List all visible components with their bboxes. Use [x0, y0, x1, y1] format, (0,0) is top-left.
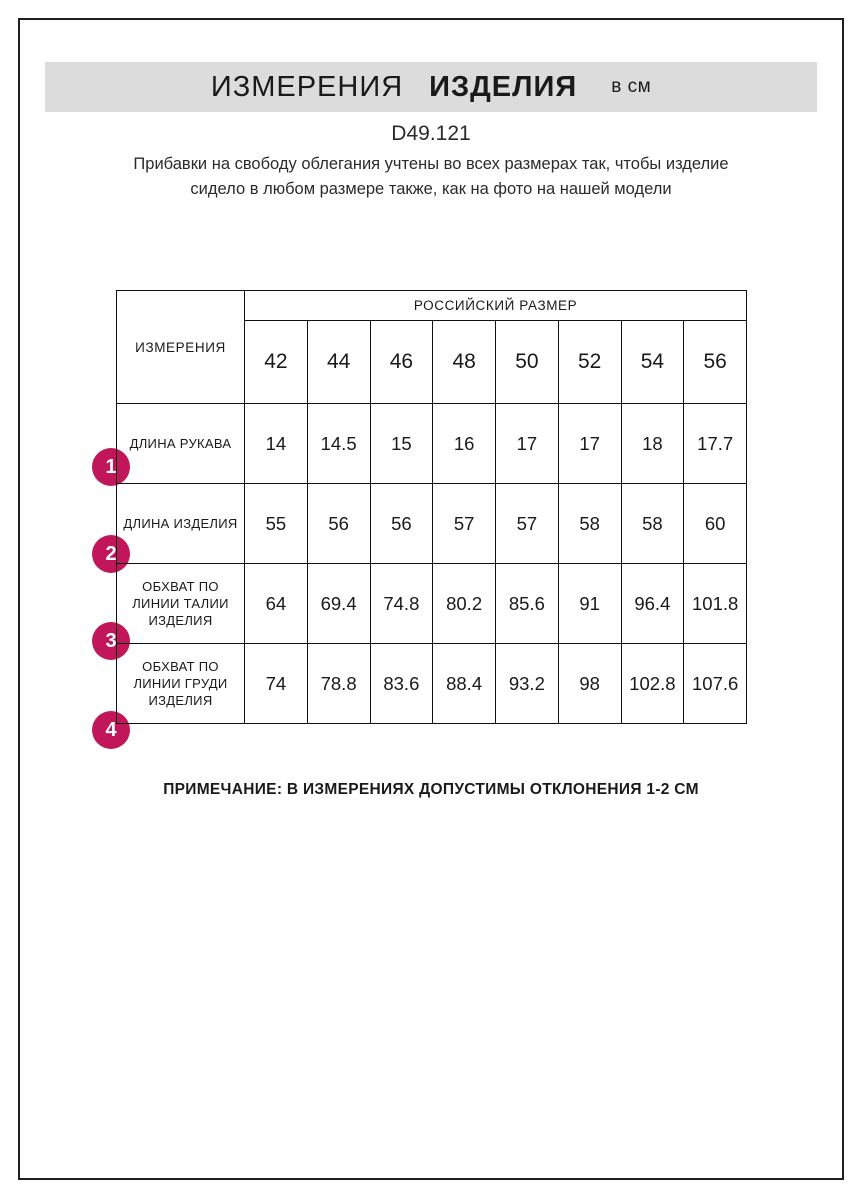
size-header-54: 54 — [621, 321, 684, 404]
cell-r2-c46: 56 — [370, 484, 433, 564]
row-label-sleeve-length: ДЛИНА РУКАВА — [117, 404, 245, 484]
cell-r1-c46: 15 — [370, 404, 433, 484]
cell-r1-c44: 14.5 — [307, 404, 370, 484]
cell-r1-c56: 17.7 — [684, 404, 747, 484]
intro-note: Прибавки на свободу облегания учтены во всех размерах так, чтобы изделие сидело в любом размере также, как на фото на нашей модели — [133, 155, 729, 198]
cell-r2-c48: 57 — [433, 484, 496, 564]
size-chart-document — [18, 18, 844, 1180]
footer-note: ПРИМЕЧАНИЕ: В ИЗМЕРЕНИЯХ ДОПУСТИМЫ ОТКЛОНЕНИЯ 1-2 СМ — [163, 781, 699, 798]
size-header-46: 46 — [370, 321, 433, 404]
cell-r3-c48: 80.2 — [433, 564, 496, 644]
row-bullet-4: 4 — [92, 711, 130, 749]
cell-r3-c46: 74.8 — [370, 564, 433, 644]
cell-r2-c44: 56 — [307, 484, 370, 564]
cell-r4-c46: 83.6 — [370, 644, 433, 724]
row-label-product-length: ДЛИНА ИЗДЕЛИЯ — [117, 484, 245, 564]
document-header-band — [45, 62, 817, 112]
cell-r3-c42: 64 — [245, 564, 308, 644]
size-header-48: 48 — [433, 321, 496, 404]
cell-r1-c48: 16 — [433, 404, 496, 484]
cell-r4-c44: 78.8 — [307, 644, 370, 724]
header-title-measurements: ИЗМЕРЕНИЯ — [210, 70, 404, 103]
cell-r3-c54: 96.4 — [621, 564, 684, 644]
cell-r3-c52: 91 — [558, 564, 621, 644]
size-header-52: 52 — [558, 321, 621, 404]
cell-r3-c56: 101.8 — [684, 564, 747, 644]
cell-r3-c50: 85.6 — [496, 564, 559, 644]
table-row — [117, 404, 747, 484]
header-unit-label: в см — [611, 76, 652, 97]
cell-r4-c52: 98 — [558, 644, 621, 724]
table-row — [117, 564, 747, 644]
header-title-product: ИЗДЕЛИЯ — [429, 70, 578, 103]
article-code: D49.121 — [391, 122, 471, 145]
cell-r4-c54: 102.8 — [621, 644, 684, 724]
row-label-waist-circumference: ОБХВАТ ПО ЛИНИИ ТАЛИИ ИЗДЕЛИЯ — [117, 564, 245, 644]
table-header-group-row — [117, 291, 747, 321]
cell-r1-c42: 14 — [245, 404, 308, 484]
cell-r1-c54: 18 — [621, 404, 684, 484]
cell-r4-c42: 74 — [245, 644, 308, 724]
size-header-42: 42 — [245, 321, 308, 404]
row-label-chest-circumference: ОБХВАТ ПО ЛИНИИ ГРУДИ ИЗДЕЛИЯ — [117, 644, 245, 724]
cell-r2-c42: 55 — [245, 484, 308, 564]
size-header-56: 56 — [684, 321, 747, 404]
cell-r2-c50: 57 — [496, 484, 559, 564]
cell-r4-c48: 88.4 — [433, 644, 496, 724]
cell-r4-c56: 107.6 — [684, 644, 747, 724]
measurements-table — [116, 290, 747, 724]
size-header-44: 44 — [307, 321, 370, 404]
table-row — [117, 484, 747, 564]
cell-r2-c52: 58 — [558, 484, 621, 564]
measurements-table-wrapper — [116, 290, 746, 724]
measurements-column-header: ИЗМЕРЕНИЯ — [117, 291, 245, 404]
size-header-50: 50 — [496, 321, 559, 404]
table-row — [117, 644, 747, 724]
cell-r1-c50: 17 — [496, 404, 559, 484]
russian-size-group-header: РОССИЙСКИЙ РАЗМЕР — [245, 291, 747, 321]
cell-r1-c52: 17 — [558, 404, 621, 484]
row-bullet-3: 3 — [92, 622, 130, 660]
cell-r2-c56: 60 — [684, 484, 747, 564]
row-bullet-2: 2 — [92, 535, 130, 573]
row-bullet-1: 1 — [92, 448, 130, 486]
cell-r3-c44: 69.4 — [307, 564, 370, 644]
cell-r4-c50: 93.2 — [496, 644, 559, 724]
cell-r2-c54: 58 — [621, 484, 684, 564]
